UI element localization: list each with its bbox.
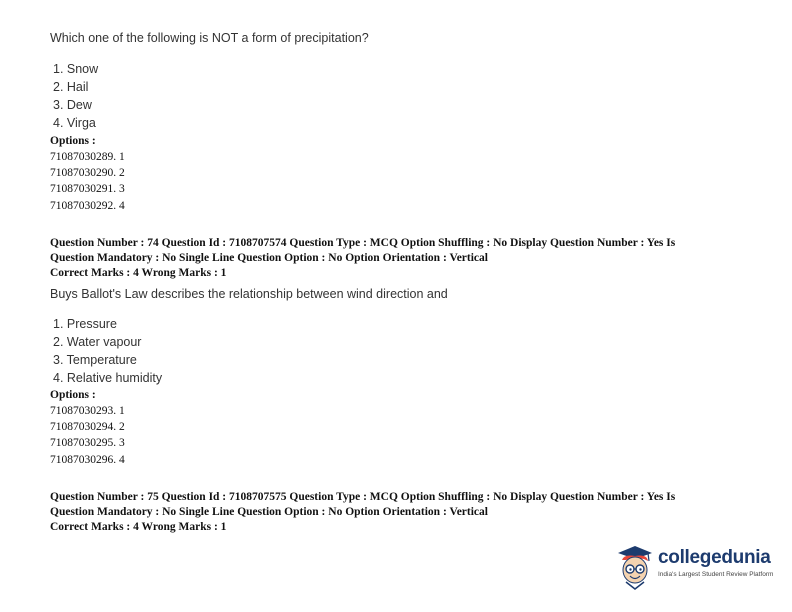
logo-tagline: India's Largest Student Review Platform [658,571,774,578]
q74-answer-4: 4. Relative humidity [53,371,163,385]
q73-option-id-2: 71087030290. 2 [50,167,125,179]
question-74-text: Buys Ballot's Law describes the relationship between wind direction and [50,287,448,301]
q74-answer-2: 2. Water vapour [53,335,142,349]
logo-wordmark: collegedunia [658,547,771,568]
q74-option-id-2: 71087030294. 2 [50,421,125,433]
q73-answer-2: 2. Hail [53,80,89,94]
q73-answer-3: 3. Dew [53,98,92,112]
q73-options-label: Options : [50,135,96,147]
q73-option-id-1: 71087030289. 1 [50,151,125,163]
q73-answer-4: 4. Virga [53,116,96,130]
q74-meta-line-1: Question Number : 74 Question Id : 7108707574 Question Type : MCQ Option Shuffling : No Display Question Number : Yes Is [50,237,676,249]
q74-option-id-3: 71087030295. 3 [50,437,125,449]
q75-marks: Correct Marks : 4 Wrong Marks : 1 [50,521,227,533]
q74-meta-line-2: Question Mandatory : No Single Line Question Option : No Option Orientation : Vertical [50,252,488,264]
q74-marks: Correct Marks : 4 Wrong Marks : 1 [50,267,227,279]
q74-option-id-4: 71087030296. 4 [50,454,125,466]
q74-answer-3: 3. Temperature [53,353,137,367]
q75-meta-line-1: Question Number : 75 Question Id : 7108707575 Question Type : MCQ Option Shuffling : No Display Question Number : Yes Is [50,491,676,503]
question-73-text: Which one of the following is NOT a form of precipitation? [50,31,369,45]
q73-option-id-4: 71087030292. 4 [50,200,125,212]
q75-meta-line-2: Question Mandatory : No Single Line Question Option : No Option Orientation : Vertical [50,506,488,518]
q74-options-label: Options : [50,389,96,401]
collegedunia-logo [614,544,774,590]
q73-option-id-3: 71087030291. 3 [50,183,125,195]
q74-option-id-1: 71087030293. 1 [50,405,125,417]
q74-answer-1: 1. Pressure [53,317,117,331]
mascot-icon [614,544,656,590]
q73-answer-1: 1. Snow [53,62,99,76]
